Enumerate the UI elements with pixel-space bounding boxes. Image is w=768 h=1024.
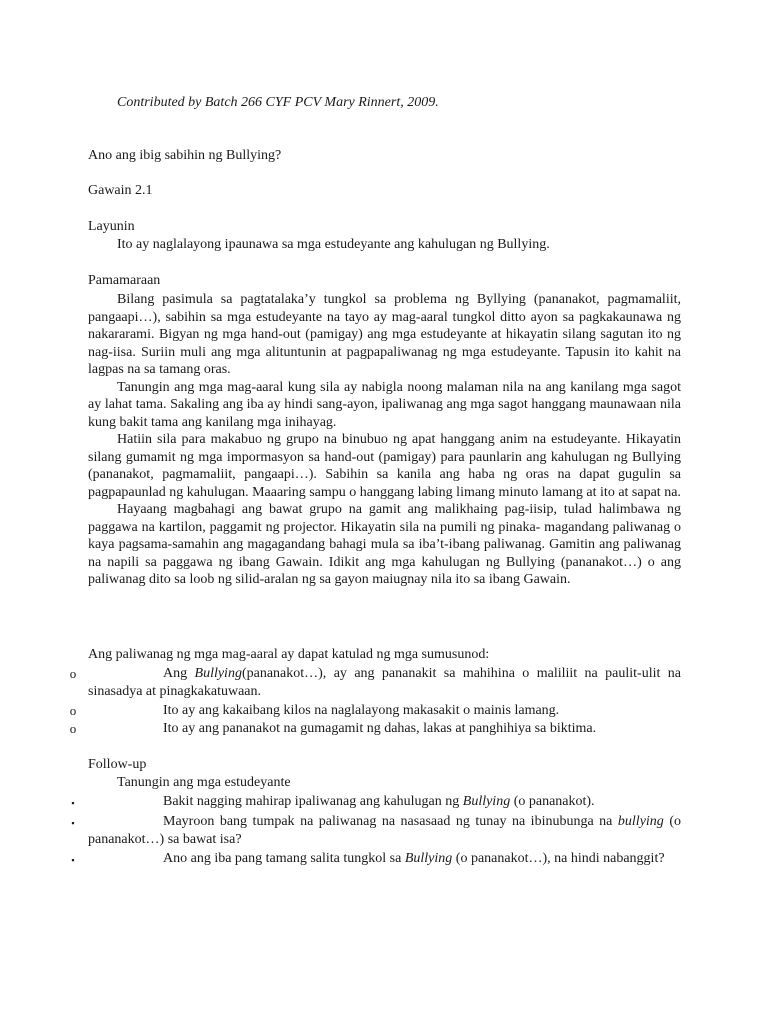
procedure-paragraph: Bilang pasimula sa pagtatalaka’y tungkol sa problema ng Byllying (pananakot, pagmamaliit, pangaapi…), sabihin sa mga estudeyante na tayo ay mag-aaral tungkol ditto ayon sa pagkakaunawa ng nakararami. Bigyan ng mga hand-out (pamigay) ang mga estudeyante at hikayatin silang sagutan ito ng nag-iisa. Suriin muli ang mga alituntunin at pagpapaliwanag ng mga estudeyante. Tapusin ito kahit na lagpas na sa tamang oras. xyxy=(88,292,681,377)
followup-question: ▪ Ano ang iba pang tamang salita tungkol sa Bullying (o pananakot…), na hindi nabanggit? xyxy=(66,850,681,886)
procedure-paragraph: Hayaang magbahagi ang bawat grupo na gamit ang malikhaing pag-iisip, tulad halimbawa ng paggawa na kartilon, paggamit ng projector. Hikayatin sila na pumili ng pinaka- magandang paliwanag o kaya pagsama-samahin ang magagandang bahagi mula sa iba’t-ibang paliwanag. Gamitin ang paliwanag na napili sa paggawa ng ibang Gawain. Idikit ang mga kahulugan ng Bullying (pananakot…) o ang paliwanag dito sa loob ng silid-aralan ng sa gayon maiugnay nila ito sa ibang Gawain. xyxy=(88,502,681,587)
answer-item: o Ang Bullying(pananakot…), ay ang pananakit sa mahihina o maliliit na paulit-ulit na sinasadya at pinagkakatuwaan. xyxy=(66,665,681,701)
followup-heading: Follow-up xyxy=(88,757,147,772)
procedure-heading: Pamamaraan xyxy=(88,273,161,288)
circle-bullet-icon: o xyxy=(69,703,77,718)
activity-label: Gawain 2.1 xyxy=(88,183,153,198)
circle-bullet-icon: o xyxy=(69,721,77,736)
objective-text: Ito ay naglalayong ipaunawa sa mga estudeyante ang kahulugan ng Bullying. xyxy=(117,237,550,252)
square-bullet-icon: ▪ xyxy=(71,798,75,808)
answers-intro: Ang paliwanag ng mga mag-aaral ay dapat katulad ng mga sumusunod: xyxy=(88,647,490,662)
contributor-credit: Contributed by Batch 266 CYF PCV Mary Rinnert, 2009. xyxy=(117,95,439,110)
followup-intro: Tanungin ang mga estudeyante xyxy=(117,775,291,790)
question-title: Ano ang ibig sabihin ng Bullying? xyxy=(88,148,282,163)
procedure-paragraph: Tanungin ang mga mag-aaral kung sila ay nabigla noong malaman nila na ang kanilang mga sagot ay lahat tama. Sakaling ang iba ay hindi sang-ayon, ipaliwanag ang mga sagot hanggang maunawaan nila kung bakit tama ang kanilang mga inihayag. xyxy=(88,379,681,430)
procedure-body xyxy=(88,291,681,589)
circle-bullet-icon: o xyxy=(69,666,77,681)
followup-question: ▪ Mayroon bang tumpak na paliwanag na nasasaad ng tunay na ibinubunga na bullying (o pananakot…) sa bawat isa? xyxy=(66,813,681,849)
procedure-paragraph: Hatiin sila para makabuo ng grupo na binubuo ng apat hanggang anim na estudeyante. Hikayatin silang gumamit ng mga impormasyon sa hand-out (pamigay) para paunlarin ang kahulugan ng Bullying (pananakot, pagmamaliit, pangaapi…). Sabihin sa kanila ang haba ng oras na dapat gugulin sa pagpapaunlad ng kahulugan. Maaaring sampu o hanggang labing limang minuto lamang at ito at sapat na. xyxy=(88,432,681,500)
square-bullet-icon: ▪ xyxy=(71,855,75,865)
square-bullet-icon: ▪ xyxy=(71,818,75,828)
objective-heading: Layunin xyxy=(88,219,135,234)
